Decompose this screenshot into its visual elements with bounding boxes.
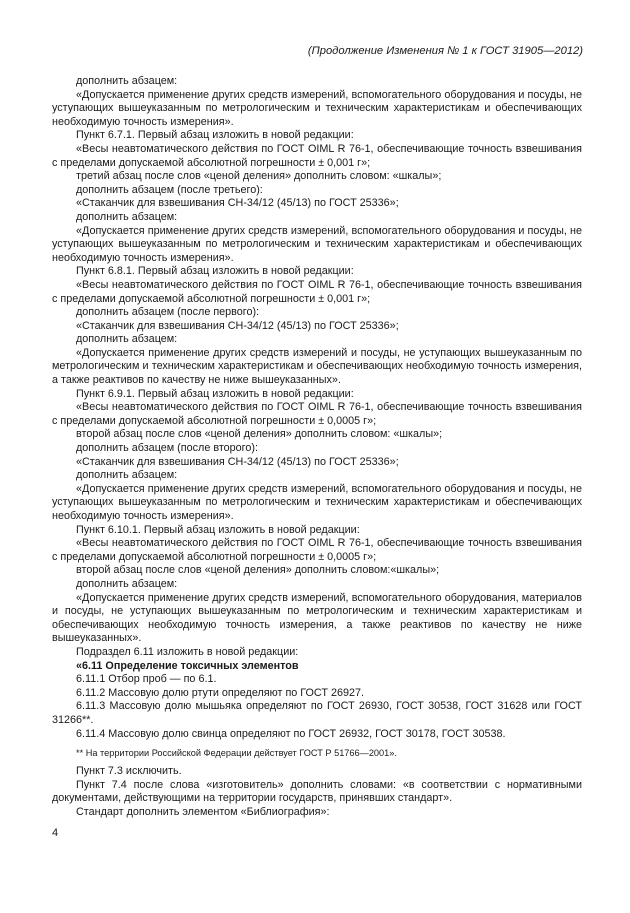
paragraph: второй абзац после слов «ценой деления» дополнить словом: «шкалы»; xyxy=(76,428,443,441)
document-body xyxy=(52,75,582,819)
paragraph: Пункт 6.7.1. Первый абзац изложить в новой редакции: xyxy=(76,129,354,142)
closing-paragraph: Пункт 7.3 исключить. xyxy=(76,765,182,778)
section-item: 6.11.4 Массовую долю свинца определяют по ГОСТ 26932, ГОСТ 30178, ГОСТ 30538. xyxy=(76,727,506,740)
paragraph: дополнить абзацем: xyxy=(76,333,178,346)
paragraph: Пункт 6.9.1. Первый абзац изложить в новой редакции: xyxy=(76,387,354,400)
paragraph: «Весы неавтоматического действия по ГОСТ OIML R 76-1, обеспечивающие точность взвешивания с пределами допускаемой абсолютной погрешности ± 0,001 г»; xyxy=(52,278,582,305)
footnote: ** На территории Российской Федерации действует ГОСТ Р 51766—2001». xyxy=(76,748,397,759)
paragraph: «Весы неавтоматического действия по ГОСТ OIML R 76-1, обеспечивающие точность взвешивания с пределами допускаемой абсолютной погрешности ± 0,0005 г»; xyxy=(52,537,582,563)
closing-paragraph: Пункт 7.4 после слова «изготовитель» дополнить словами: «в соответствии с нормативными документами, действующими на территории государств, принявших стандарт». xyxy=(52,778,582,805)
paragraph: дополнить абзацем (после первого): xyxy=(76,306,260,319)
paragraph: дополнить абзацем: xyxy=(76,469,178,482)
page-header: (Продолжение Изменения № 1 к ГОСТ 31905—2012) xyxy=(307,45,583,57)
paragraph: Подраздел 6.11 изложить в новой редакции: xyxy=(76,645,299,658)
page-number: 4 xyxy=(52,827,59,839)
paragraph: дополнить абзацем: xyxy=(76,75,178,87)
paragraph: «Допускается применение других средств измерений, вспомогательного оборудования и посуды, не уступающих вышеуказанным по метрологическим и техническим характеристикам и обеспечивающих необходимую точность измерения». xyxy=(52,88,582,128)
paragraph: «Допускается применение других средств измерений, вспомогательного оборудования и посуды, не уступающих вышеуказанным по метрологическим и техническим характеристикам и обеспечивающих необходимую точность измерения». xyxy=(52,482,582,522)
paragraph: второй абзац после слов «ценой деления» дополнить словом:«шкалы»; xyxy=(76,564,440,577)
paragraph: дополнить абзацем: xyxy=(76,577,178,590)
paragraph: «Допускается применение других средств измерений, вспомогательного оборудования, материалов и посуды, не уступающих вышеуказанным по метрологическим и техническим характеристикам и обеспечивающих необходимую точность измерения, а также реактивов по качеству не ниже вышеуказанных». xyxy=(52,591,582,645)
section-item: 6.11.1 Отбор проб — по 6.1. xyxy=(76,673,217,686)
paragraph: «Стаканчик для взвешивания СН-34/12 (45/13) по ГОСТ 25336»; xyxy=(76,197,399,210)
paragraph: «Допускается применение других средств измерений и посуды, не уступающих вышеуказанным по метрологическим и техническим характеристикам и обеспечивающих необходимую точность измерения, а также реактивов по качеству не ниже вышеуказанных». xyxy=(52,346,582,387)
paragraph: Пункт 6.10.1. Первый абзац изложить в новой редакции: xyxy=(76,523,360,536)
paragraph: «Допускается применение других средств измерений, вспомогательного оборудования и посуды, не уступающих вышеуказанным по метрологическим и техническим характеристикам и обеспечивающих необходимую точность измерения». xyxy=(52,224,582,264)
paragraph: «Весы неавтоматического действия по ГОСТ OIML R 76-1, обеспечивающие точность взвешивания с пределами допускаемой абсолютной погрешности ± 0,001 г»; xyxy=(52,142,582,169)
paragraph: дополнить абзацем (после третьего): xyxy=(76,183,263,196)
closing-paragraph: Стандарт дополнить элементом «Библиография»: xyxy=(76,805,330,818)
paragraph: «Стаканчик для взвешивания СН-34/12 (45/13) по ГОСТ 25336»; xyxy=(76,455,399,468)
section-item: 6.11.2 Массовую долю ртути определяют по ГОСТ 26927. xyxy=(76,686,364,699)
paragraph: «Стаканчик для взвешивания СН-34/12 (45/13) по ГОСТ 25336»; xyxy=(76,319,399,332)
paragraph: дополнить абзацем: xyxy=(76,210,178,223)
section-item: 6.11.3 Массовую долю мышьяка определяют по ГОСТ 26930, ГОСТ 30538, ГОСТ 31628 или ГОСТ 31266**. xyxy=(52,700,582,726)
paragraph: «Весы неавтоматического действия по ГОСТ OIML R 76-1, обеспечивающие точность взвешивания с пределами допускаемой абсолютной погрешности ± 0,0005 г»; xyxy=(52,401,582,427)
paragraph: дополнить абзацем (после второго): xyxy=(76,442,258,455)
section-heading: «6.11 Определение токсичных элементов xyxy=(76,659,299,672)
paragraph: третий абзац после слов «ценой деления» дополнить словом: «шкалы»; xyxy=(76,170,442,183)
paragraph: Пункт 6.8.1. Первый абзац изложить в новой редакции: xyxy=(76,265,354,278)
